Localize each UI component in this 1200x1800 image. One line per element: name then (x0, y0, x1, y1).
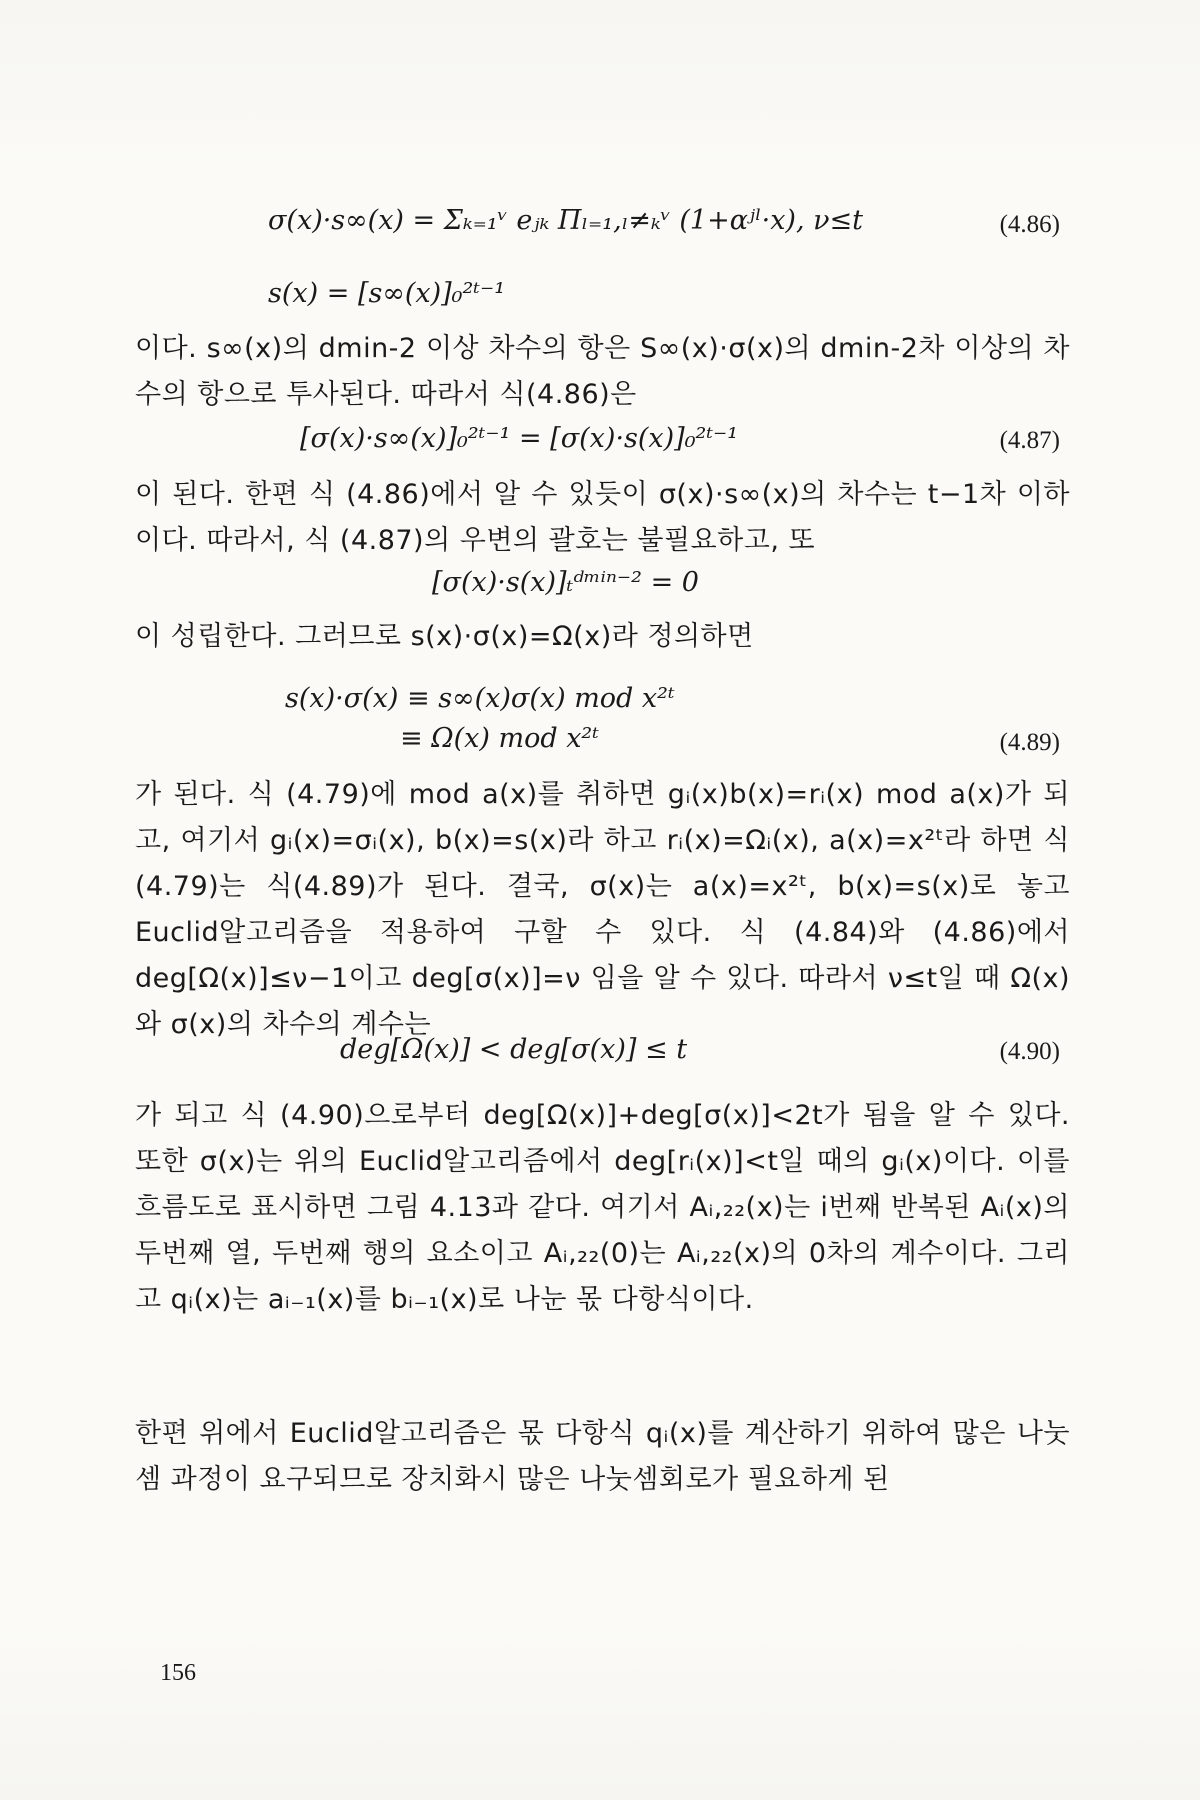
paragraph-2-text: 이 된다. 한편 식 (4.86)에서 알 수 있듯이 σ(x)·s∞(x)의 차수는 t−1차 이하이다. 따라서, 식 (4.87)의 우변의 괄호는 불필요하고, 또 (135, 479, 1070, 556)
paragraph-2 (135, 472, 1070, 564)
paragraph-1-text: 이다. s∞(x)의 dmin-2 이상 차수의 항은 S∞(x)·σ(x)의 dmin-2차 이상의 차수의 항으로 투사된다. 따라서 식(4.86)은 (135, 333, 1070, 410)
equation-number-4-87: (4.87) (999, 427, 1060, 454)
page-number: 156 (160, 1660, 196, 1686)
paragraph-5 (135, 1093, 1070, 1323)
equation-4-86-text: σ(x)·s∞(x) = Σₖ₌₁ᵛ eⱼₖ Πₗ₌₁,ₗ≠ₖᵛ (1+αʲˡ·x), ν≤t (268, 205, 864, 236)
paragraph-5-text: 가 되고 식 (4.90)으로부터 deg[Ω(x)]+deg[σ(x)]<2t가 됨을 알 수 있다. 또한 σ(x)는 위의 Euclid알고리즘에서 deg[rᵢ(x)]<t일 때의 gᵢ(x)이다. 이를 흐름도로 표시하면 그림 4.13과 같다. 여기서 Aᵢ,₂₂(x)는 i번째 반복된 Aᵢ(x)의 두번째 열, 두번째 행의 요소이고 Aᵢ,₂₂(0)는 Aᵢ,₂₂(x)의 0차의 계수이다. 그리고 qᵢ(x)는 aᵢ₋₁(x)를 bᵢ₋₁(x)로 나눈 몫 다항식이다. (135, 1100, 1070, 1315)
equation-4-86-line2-text: s(x) = [s∞(x)]₀²ᵗ⁻¹ (268, 278, 506, 309)
equation-4-87-text: [σ(x)·s∞(x)]₀²ᵗ⁻¹ = [σ(x)·s(x)]₀²ᵗ⁻¹ (300, 423, 739, 454)
paragraph-6 (135, 1411, 1070, 1503)
equation-unnumbered-text: [σ(x)·s(x)]ₜᵈᵐⁱⁿ⁻² = 0 (432, 567, 699, 598)
paragraph-4-text: 가 된다. 식 (4.79)에 mod a(x)를 취하면 gᵢ(x)b(x)=rᵢ(x) mod a(x)가 되고, 여기서 gᵢ(x)=σᵢ(x), b(x)=s(x)라 하고 rᵢ(x)=Ωᵢ(x), a(x)=x²ᵗ라 하면 식(4.79)는 식(4.89)가 된다. 결국, σ(x)는 a(x)=x²ᵗ, b(x)=s(x)로 놓고 Euclid알고리즘을 적용하여 구할 수 있다. 식 (4.84)와 (4.86)에서 deg[Ω(x)]≤ν−1이고 deg[σ(x)]=ν 임을 알 수 있다. 따라서 ν≤t일 때 Ω(x)와 σ(x)의 차수의 계수는 (135, 779, 1070, 1040)
equation-number-4-90: (4.90) (999, 1038, 1060, 1065)
paragraph-6-text: 한편 위에서 Euclid알고리즘은 몫 다항식 qᵢ(x)를 계산하기 위하여 많은 나눗셈 과정이 요구되므로 장치화시 많은 나눗셈회로가 필요하게 된 (135, 1418, 1070, 1495)
equation-number-4-89: (4.89) (999, 729, 1060, 756)
equation-number-4-86: (4.86) (999, 211, 1060, 238)
paragraph-3-text: 이 성립한다. 그러므로 s(x)·σ(x)=Ω(x)라 정의하면 (135, 621, 754, 652)
paragraph-1 (135, 326, 1070, 418)
equation-4-89-line1-text: s(x)·σ(x) ≡ s∞(x)σ(x) mod x²ᵗ (285, 683, 675, 714)
equation-4-89-line2-text: ≡ Ω(x) mod x²ᵗ (400, 723, 599, 754)
paragraph-4 (135, 772, 1070, 1048)
equation-4-90-text: deg[Ω(x)] < deg[σ(x)] ≤ t (340, 1034, 688, 1065)
paragraph-3 (135, 614, 1070, 660)
